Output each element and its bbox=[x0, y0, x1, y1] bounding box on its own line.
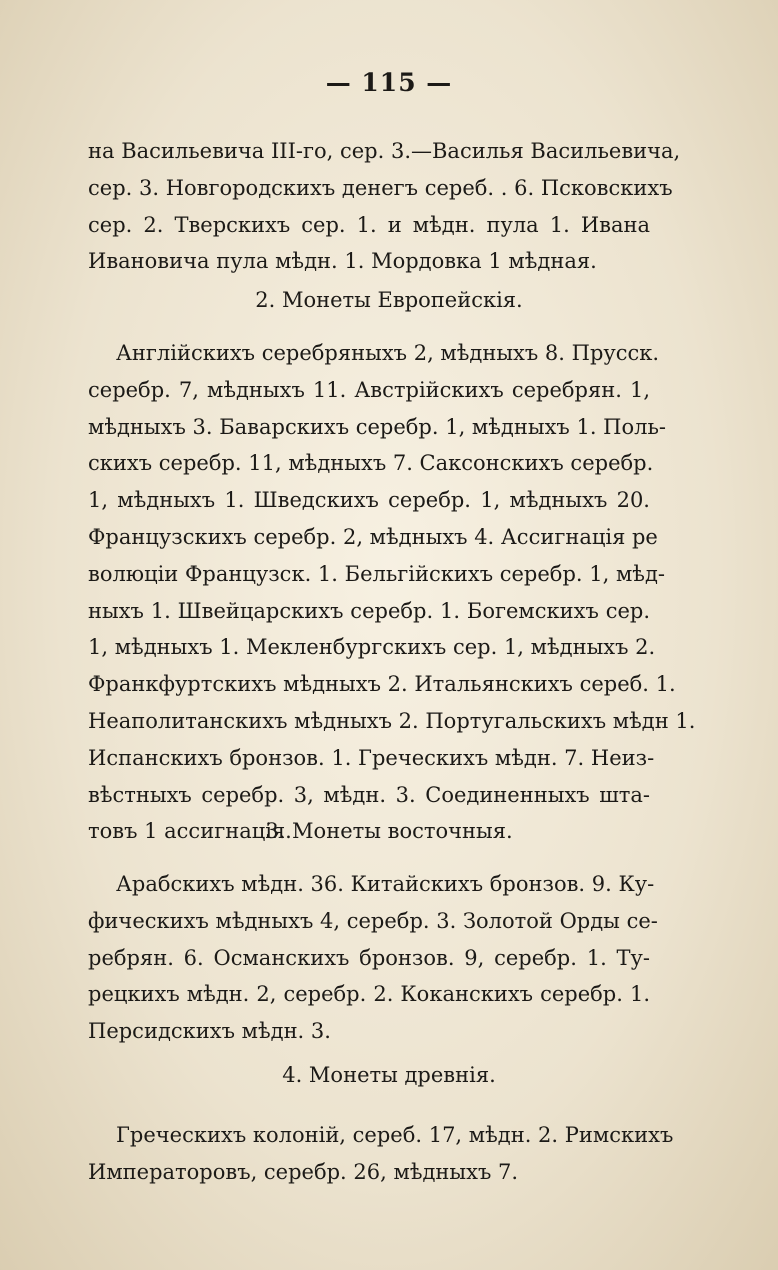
text-line: Англiйскихъ серебряныхъ 2, мѣдныхъ 8. Прусск. bbox=[116, 341, 660, 365]
text-line: на Васильевича III-го, сер. 3.—Василья Васильевича, bbox=[88, 139, 681, 163]
text-line: Французскихъ серебр. 2, мѣдныхъ 4. Ассигнація ре bbox=[88, 524, 658, 549]
section-heading-ancient: 4. Монеты древнія. bbox=[282, 1063, 496, 1087]
text-line: ребрян. 6. Османскихъ бронзов. 9, серебр. 1. Ту- bbox=[88, 945, 650, 970]
text-line: ныхъ 1. Швейцарскихъ серебр. 1. Богемскихъ сер. bbox=[88, 598, 650, 623]
text-line: Арабскихъ мѣдн. 36. Китайскихъ бронзов. 9. Ку- bbox=[116, 872, 655, 896]
page-number: — 115 — bbox=[325, 68, 453, 97]
text-line: Ивановича пула мѣдн. 1. Мордовка 1 мѣдная. bbox=[88, 249, 597, 274]
text-line: волюціи Французск. 1. Бельгійскихъ серебр. 1, мѣд- bbox=[88, 561, 665, 586]
text-line: Императоровъ, серебр. 26, мѣдныхъ 7. bbox=[88, 1159, 519, 1184]
text-line: сер. 2. Тверскихъ сер. 1. и мѣдн. пула 1. Ивана bbox=[88, 212, 650, 237]
section-paragraph-european bbox=[88, 335, 696, 850]
text-line: Греческихъ колоній, сереб. 17, мѣдн. 2. Римскихъ bbox=[116, 1123, 674, 1147]
text-line: сер. 3. Новгородскихъ денегъ сереб. . 6. Псковскихъ bbox=[88, 175, 673, 200]
text-line: Франкфуртскихъ мѣдныхъ 2. Итальянскихъ сереб. 1. bbox=[88, 672, 676, 697]
text-line: Персидскихъ мѣдн. 3. bbox=[88, 1019, 331, 1044]
text-line: серебр. 7, мѣдныхъ 11. Австрiйскихъ серебрян. 1, bbox=[88, 377, 650, 402]
text-line: мѣдныхъ 3. Баварскихъ серебр. 1, мѣдныхъ 1. Поль- bbox=[88, 414, 666, 439]
text-line: 1, мѣдныхъ 1. Мекленбургскихъ сер. 1, мѣдныхъ 2. bbox=[88, 635, 656, 660]
text-line: вѣстныхъ серебр. 3, мѣдн. 3. Соединенныхъ шта- bbox=[88, 782, 650, 807]
text-line: скихъ серебр. 11, мѣдныхъ 7. Саксонскихъ серебр. bbox=[88, 451, 654, 476]
text-line: фическихъ мѣдныхъ 4, серебр. 3. Золотой Орды се- bbox=[88, 908, 658, 933]
text-line: 1, мѣдныхъ 1. Шведскихъ серебр. 1, мѣдныхъ 20. bbox=[88, 488, 650, 513]
section-heading-eastern: 3. Монеты восточныя. bbox=[265, 819, 513, 843]
text-line: Неаполитанскихъ мѣдныхъ 2. Португальскихъ мѣдн 1. bbox=[88, 708, 696, 733]
section-heading-european: 2. Монеты Европейскія. bbox=[255, 288, 523, 312]
section-paragraph-eastern bbox=[88, 866, 658, 1050]
intro-paragraph bbox=[88, 133, 681, 280]
text-line: Испанскихъ бронзов. 1. Греческихъ мѣдн. 7. Неиз- bbox=[88, 745, 655, 770]
text-line: товъ 1 ассигнація. bbox=[88, 819, 292, 844]
text-line: рецкихъ мѣдн. 2, серебр. 2. Коканскихъ серебр. 1. bbox=[88, 982, 650, 1007]
section-paragraph-ancient bbox=[88, 1117, 674, 1191]
